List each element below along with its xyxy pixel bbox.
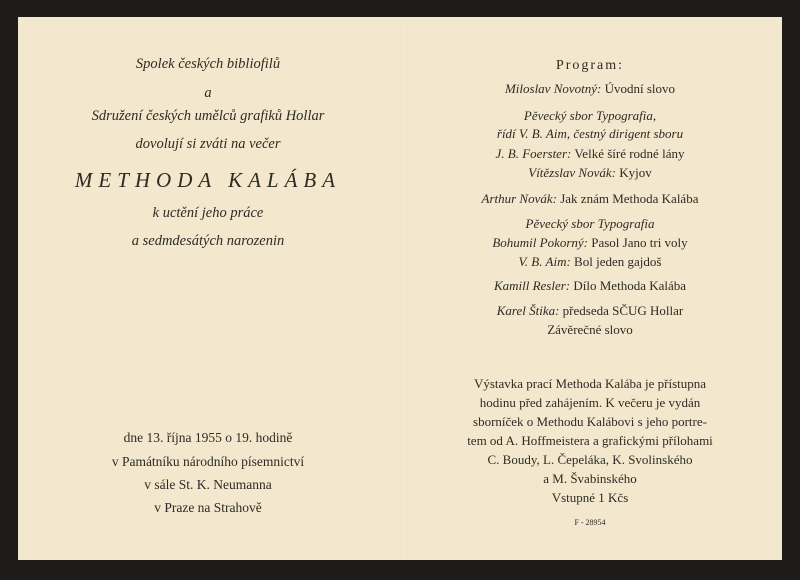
event-date: dne 13. října 1955 o 19. hodině xyxy=(123,430,293,445)
notice-line: a M. Švabinského xyxy=(543,471,637,486)
subtitle-1: k uctění jeho práce xyxy=(152,205,264,221)
event-city: v Praze na Strahově xyxy=(154,500,262,515)
program-item: J. B. Foerster: Velké šíré rodné lány xyxy=(495,146,685,161)
program-item: Karel Štika: předseda SČUG Hollar xyxy=(496,303,684,318)
program-item: řídí V. B. Aim, čestný dirigent sboru xyxy=(496,126,684,141)
organizer-1: Spolek českých bibliofilů xyxy=(135,56,281,72)
notice-line: Výstavka prací Methoda Kalába je přístupna xyxy=(473,376,707,391)
notice-line: tem od A. Hoffmeistera a grafickými přílohami xyxy=(467,433,713,448)
program-item: Miloslav Novotný: Úvodní slovo xyxy=(504,81,676,96)
honoree-title: METHODA KALÁBA xyxy=(74,168,342,192)
program-item: V. B. Aim: Bol jeden gajdoš xyxy=(518,254,662,269)
notice-line: sborníček o Methodu Kalábovi s jeho portre- xyxy=(473,414,707,429)
program-item: Vítězslav Novák: Kyjov xyxy=(528,165,652,180)
notice-line: hodinu před zahájením. K večeru je vydán xyxy=(479,395,701,410)
notice-line: C. Boudy, L. Čepeláka, K. Svolinského xyxy=(487,452,693,467)
program-item: Kamill Resler: Dílo Methoda Kalába xyxy=(493,278,687,293)
program-item: Bohumil Pokorný: Pasol Jano tri voly xyxy=(492,235,688,250)
program-item: Pěvecký sbor Typografia, xyxy=(523,108,657,123)
conjunction: a xyxy=(204,85,212,101)
organizer-2: Sdružení českých umělců grafiků Hollar xyxy=(91,108,325,124)
center-fold xyxy=(400,17,402,560)
print-code: F - 28954 xyxy=(574,518,606,527)
admission-price: Vstupné 1 Kčs xyxy=(551,490,629,505)
program-item: Arthur Novák: Jak znám Methoda Kalába xyxy=(481,191,699,206)
invitation-card xyxy=(18,17,782,560)
subtitle-2: a sedmdesátých narozenin xyxy=(131,233,285,249)
invitation-line: dovolují si zváti na večer xyxy=(135,136,281,152)
event-venue: v Památníku národního písemnictví xyxy=(111,454,305,469)
program-heading: Program: xyxy=(555,58,625,73)
program-item: Pěvecký sbor Typografia xyxy=(525,216,655,231)
event-hall: v sále St. K. Neumanna xyxy=(144,477,272,492)
program-item: Závěrečné slovo xyxy=(547,322,633,337)
